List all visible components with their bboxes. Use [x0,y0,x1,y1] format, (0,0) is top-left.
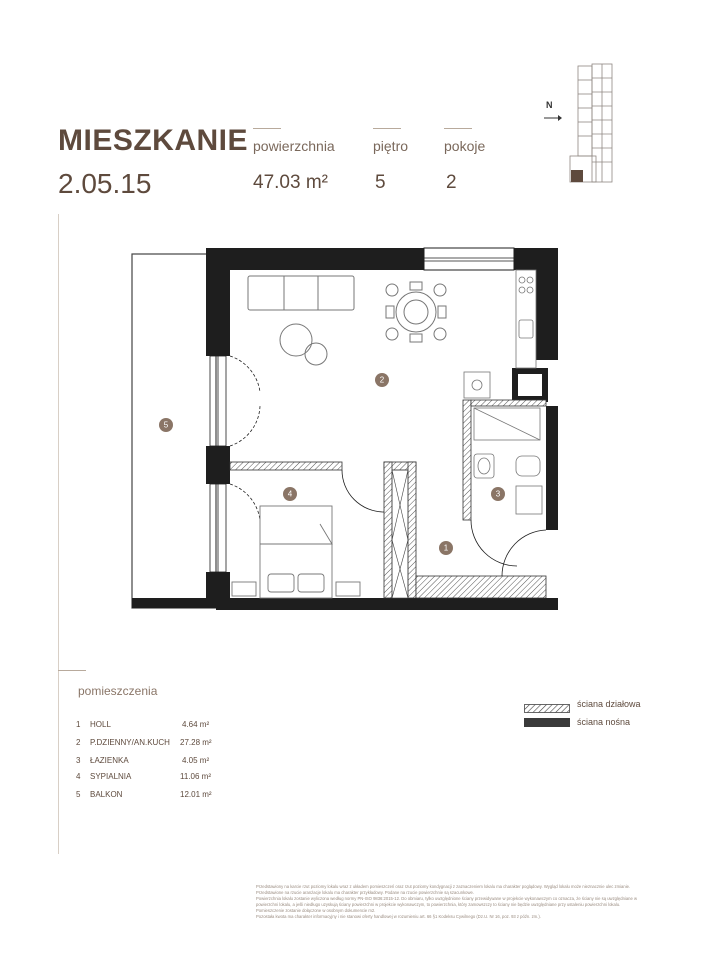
dining-table [386,282,446,342]
room-row [76,756,216,768]
room-number: 3 [76,756,81,765]
sofa [248,276,354,310]
room-name: ŁAZIENKA [90,756,129,765]
floor-label: piętro [373,138,409,154]
disclaimer [256,884,644,920]
room-badge-3 [491,487,505,501]
room-row [76,790,216,802]
building-outline-icon [540,60,620,190]
room-badge-5 [159,418,173,432]
room-name: HOLL [90,720,111,729]
north-label: N [546,100,553,110]
left-rule [58,214,59,854]
disclaimer-paragraph: Przedstawiony na karcie rzut poziomy lokalu wraz z układem pomieszczeń oraz rzut poziomy kondygnacji z zaznaczeniem lokalu ma charakter poglądowy. Wygląd lokalu może nieznacznie ulec zmianie. [256,884,631,889]
room-area: 27.28 m² [180,738,212,747]
bathroom-fixtures [474,408,542,514]
entry-door [502,530,558,576]
room-row [76,720,216,732]
room-name: P.DZIENNY/AN.KUCH [90,738,170,747]
legend-load-bearing-swatch [524,718,570,727]
room-badge-1 [439,541,453,555]
area-label: powierzchnia [253,138,335,154]
room-area: 11.06 m² [180,772,211,781]
floor-plan [120,240,570,615]
room-row [76,772,216,784]
room-badge-2 [375,373,389,387]
area-value: 47.03 m² [253,172,328,193]
room-area: 4.64 m² [182,720,210,729]
room-number: 1 [76,720,81,729]
room-number: 4 [76,772,81,781]
rooms-value: 2 [446,172,457,193]
floor-value: 5 [375,172,386,193]
area-divider [253,128,281,129]
apartment-highlight [571,170,583,182]
svg-text:4: 4 [287,489,293,499]
apartment-number: 2.05.15 [58,168,152,199]
window-top [424,248,514,270]
legend-load-bearing-label: ściana nośna [577,717,631,727]
coffee-tables [280,324,327,365]
bedroom-door [342,470,384,512]
svg-text:5: 5 [163,420,169,430]
balcony-outline [132,254,216,608]
key-plan [540,60,620,190]
wardrobe [392,470,408,598]
disclaimer-paragraph: Przedstawione na rzucie aranżacje lokalu ma charakter przykładowy. Podane na rzucie powierzchnie są szacunkowe. [256,890,475,895]
room-area: 12.01 m² [180,790,212,799]
legend-partition-label: ściana działowa [577,699,641,709]
room-name: SYPIALNIA [90,772,132,781]
svg-text:1: 1 [443,543,449,553]
load-bearing-walls [206,248,558,610]
room-number: 2 [76,738,81,747]
left-tick [58,670,86,671]
disclaimer-paragraph: Pozostała kwota ma charakter informacyjny i nie stanowi oferty handlowej w rozumieniu art. 66 §1 Kodeksu Cywilnego (Dz.U. Nr 16, poz. 93 z późn. zm.). [256,914,541,919]
svg-text:2: 2 [379,375,385,385]
disclaimer-paragraph: Powierzchnia lokalu zostanie wyliczona według normy PN-ISO 9836:2015-12. Do obmiaru, tylko uwzględnione ściany przewidywane w projekcie wykonawczym co oznacza, że ściany nie są uwzględniane w powierzchni lokalu, a jeśli niedługo uzyskują ściany powierzchni w projekcie wykonawczym, to powierzchnia, który zamowszczy to ściany nie będzie uwzględniane przy ustaleniu powierzchni lokalu. Pomieszczenie zostanie dołączone w osobnym dokumencie m2. [256,896,638,913]
rooms-label: pokoje [444,138,486,154]
legend-partition-swatch [524,700,570,718]
room-badge-4 [283,487,297,501]
page-title: MIESZKANIE [58,124,249,157]
bed [232,506,360,598]
svg-text:3: 3 [495,489,501,499]
floor-divider [373,128,401,129]
rooms-title: pomieszczenia [78,684,158,698]
room-area: 4.05 m² [182,756,210,765]
room-name: BALKON [90,790,123,799]
room-row [76,738,216,750]
rooms-divider [444,128,472,129]
north-arrow-icon [544,115,562,121]
room-number: 5 [76,790,81,799]
bathroom-door [471,520,517,566]
